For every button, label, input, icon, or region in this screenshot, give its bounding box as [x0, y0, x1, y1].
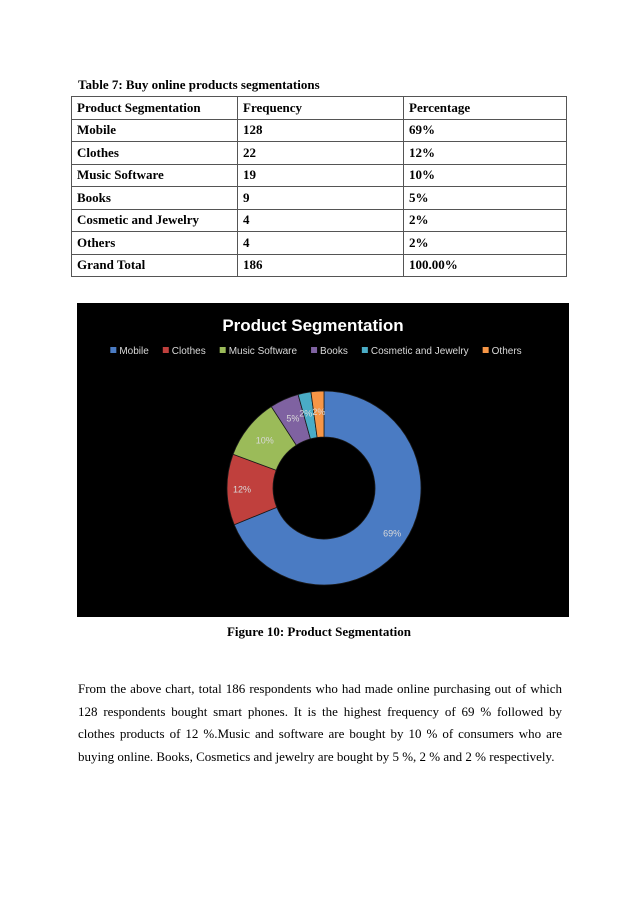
data-label: 69% [383, 528, 402, 539]
table-cell: 4 [238, 209, 404, 232]
chart-title: Product Segmentation [222, 316, 404, 335]
table-cell: Music Software [72, 164, 238, 187]
data-label: 12% [233, 484, 252, 495]
legend-swatch [220, 347, 226, 353]
table-cell: Mobile [72, 119, 238, 142]
table-row [72, 164, 567, 187]
table-header-cell: Frequency [238, 97, 404, 120]
chart-svg [77, 303, 569, 617]
data-label: 2% [312, 407, 326, 418]
legend-swatch [362, 347, 368, 353]
table-row [72, 187, 567, 210]
segmentation-table [71, 96, 567, 277]
table-cell: 100.00% [404, 254, 567, 277]
table-cell: Books [72, 187, 238, 210]
table-row [72, 209, 567, 232]
table-header-cell: Percentage [404, 97, 567, 120]
table-cell: 2% [404, 232, 567, 255]
table-cell: Others [72, 232, 238, 255]
table-cell: Cosmetic and Jewelry [72, 209, 238, 232]
table-cell: 69% [404, 119, 567, 142]
legend-label: Books [320, 346, 348, 357]
data-label: 5% [286, 413, 300, 424]
table-cell: 5% [404, 187, 567, 210]
table-cell: 128 [238, 119, 404, 142]
table-row [72, 142, 567, 165]
body-paragraph: From the above chart, total 186 respondents who had made online purchasing out of which 128 respondents bought smart phones. It is the highest frequency of 69 % followed by clothes products of 12 %.Music and software are bought by 10 % of consumers who are buying online. Books, Cosmetics and jewelry are bought by 5 %, 2 % and 2 % respectively. [78, 681, 562, 764]
table-cell: 10% [404, 164, 567, 187]
table-cell: 12% [404, 142, 567, 165]
data-label: 10% [255, 435, 274, 446]
data-label: 2% [299, 408, 313, 419]
legend-label: Mobile [119, 346, 149, 357]
legend-swatch [311, 347, 317, 353]
table-cell: 2% [404, 209, 567, 232]
table-cell: 186 [238, 254, 404, 277]
legend-swatch [163, 347, 169, 353]
table-header-cell: Product Segmentation [72, 97, 238, 120]
legend-label: Music Software [228, 346, 298, 357]
legend-label: Cosmetic and Jewelry [370, 346, 469, 357]
figure-caption: Figure 10: Product Segmentation [226, 624, 412, 639]
table-cell: 4 [238, 232, 404, 255]
legend-swatch [483, 347, 489, 353]
table-header-row [72, 97, 567, 120]
legend-label: Others [491, 346, 522, 357]
table-cell: Clothes [72, 142, 238, 165]
doughnut-chart [77, 303, 569, 617]
table-row-total [72, 254, 567, 277]
table-row [72, 119, 567, 142]
table-row [72, 232, 567, 255]
table-cell: 9 [238, 187, 404, 210]
table-cell: 22 [238, 142, 404, 165]
table-cell: Grand Total [72, 254, 238, 277]
table-cell: 19 [238, 164, 404, 187]
legend-label: Clothes [171, 346, 206, 357]
table-caption: Table 7: Buy online products segmentations [78, 77, 320, 92]
legend-swatch [110, 347, 116, 353]
